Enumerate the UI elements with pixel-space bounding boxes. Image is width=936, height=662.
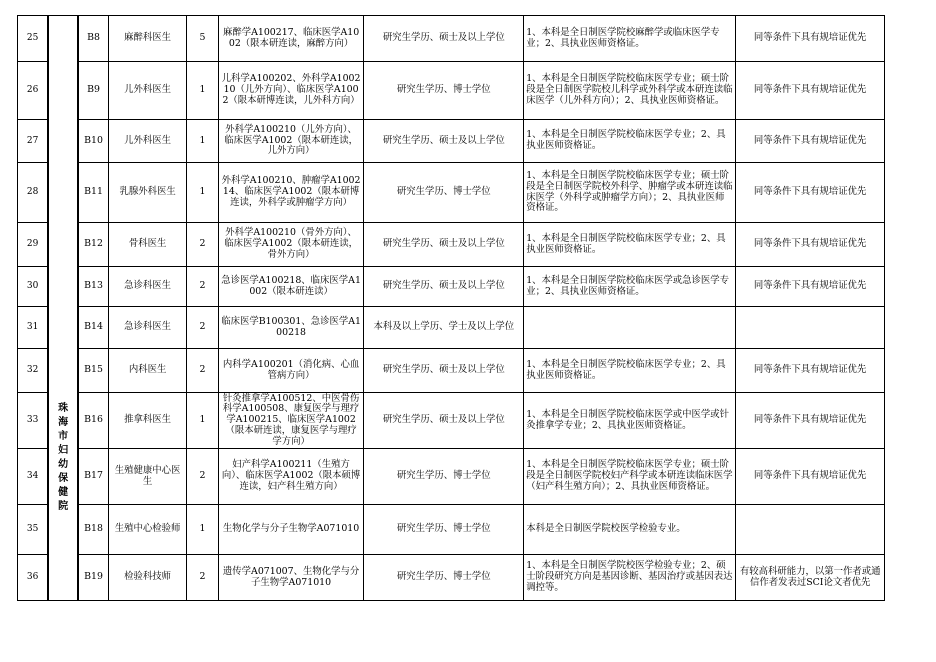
position-title: 麻醉科医生 xyxy=(109,16,187,62)
position-code: B8 xyxy=(78,16,109,62)
position-title: 内科医生 xyxy=(109,349,187,393)
other-requirement: 1、本科是全日制医学院校医学检验专业；2、硕士阶段研究方向是基因诊断、基因治疗或基因表达调控等。 xyxy=(524,555,736,601)
priority-condition: 同等条件下具有规培证优先 xyxy=(736,62,885,120)
row-number: 30 xyxy=(18,267,49,307)
priority-condition: 同等条件下具有规培证优先 xyxy=(736,449,885,505)
table-row xyxy=(18,163,885,223)
other-requirement: 1、本科是全日制医学院校临床医学或中医学或针灸推拿学专业；2、具执业医师资格证。 xyxy=(524,393,736,449)
position-code: B13 xyxy=(78,267,109,307)
major-requirement: 生物化学与分子生物学A071010 xyxy=(218,505,364,555)
unit-name-text: 珠海市妇幼保健院 xyxy=(58,403,69,512)
hire-count: 1 xyxy=(187,163,219,223)
education-requirement: 研究生学历、博士学位 xyxy=(364,62,524,120)
major-requirement: 急诊医学A100218、临床医学A1002（限本研连读） xyxy=(218,267,364,307)
priority-condition: 同等条件下具有规培证优先 xyxy=(736,267,885,307)
table-row xyxy=(18,505,885,555)
other-requirement: 1、本科是全日制医学院校临床医学专业；硕士阶段是全日制医学院校儿科学或外科学或本研连读临床医学（儿外科方向）；2、具执业医师资格证。 xyxy=(524,62,736,120)
major-requirement: 妇产科学A100211（生殖方向）、临床医学A1002（限本硕博连读，妇产科生殖方向） xyxy=(218,449,364,505)
position-title: 急诊科医生 xyxy=(109,267,187,307)
table-body xyxy=(18,16,885,601)
table-row xyxy=(18,393,885,449)
hire-count: 2 xyxy=(187,449,219,505)
education-requirement: 研究生学历、博士学位 xyxy=(364,555,524,601)
education-requirement: 研究生学历、硕士及以上学位 xyxy=(364,393,524,449)
major-requirement: 遗传学A071007、生物化学与分子生物学A071010 xyxy=(218,555,364,601)
education-requirement: 研究生学历、硕士及以上学位 xyxy=(364,223,524,267)
position-title: 生殖中心检验师 xyxy=(109,505,187,555)
priority-condition: 同等条件下具有规培证优先 xyxy=(736,120,885,163)
education-requirement: 本科及以上学历、学士及以上学位 xyxy=(364,307,524,349)
position-title: 儿外科医生 xyxy=(109,120,187,163)
position-code: B14 xyxy=(78,307,109,349)
priority-condition xyxy=(736,505,885,555)
other-requirement: 1、本科是全日制医学院校临床医学专业；2、具执业医师资格证。 xyxy=(524,120,736,163)
hire-count: 2 xyxy=(187,555,219,601)
hire-count: 1 xyxy=(187,62,219,120)
row-number: 29 xyxy=(18,223,49,267)
priority-condition xyxy=(736,307,885,349)
major-requirement: 外科学A100210（儿外方向）、临床医学A1002（限本研连读，儿外方向） xyxy=(218,120,364,163)
major-requirement: 麻醉学A100217、临床医学A1002（限本研连读，麻醉方向） xyxy=(218,16,364,62)
position-code: B12 xyxy=(78,223,109,267)
position-code: B18 xyxy=(78,505,109,555)
priority-condition: 同等条件下具有规培证优先 xyxy=(736,393,885,449)
hire-count: 1 xyxy=(187,505,219,555)
recruitment-table xyxy=(17,15,885,601)
row-number: 33 xyxy=(18,393,49,449)
position-code: B9 xyxy=(78,62,109,120)
hire-count: 2 xyxy=(187,307,219,349)
row-number: 28 xyxy=(18,163,49,223)
unit-name xyxy=(48,16,78,601)
row-number: 35 xyxy=(18,505,49,555)
table-row xyxy=(18,555,885,601)
other-requirement xyxy=(524,307,736,349)
hire-count: 1 xyxy=(187,393,219,449)
row-number: 25 xyxy=(18,16,49,62)
priority-condition: 同等条件下具有规培证优先 xyxy=(736,223,885,267)
position-title: 骨科医生 xyxy=(109,223,187,267)
row-number: 36 xyxy=(18,555,49,601)
hire-count: 5 xyxy=(187,16,219,62)
education-requirement: 研究生学历、硕士及以上学位 xyxy=(364,120,524,163)
table-row xyxy=(18,349,885,393)
other-requirement: 1、本科是全日制医学院校临床医学专业；硕士阶段是全日制医学院校妇产科学或本研连读临床医学（妇产科生殖方向）；2、具执业医师资格证。 xyxy=(524,449,736,505)
position-code: B10 xyxy=(78,120,109,163)
position-title: 乳腺外科医生 xyxy=(109,163,187,223)
table-row xyxy=(18,267,885,307)
other-requirement: 1、本科是全日制医学院校临床医学专业；硕士阶段是全日制医学院校外科学、肿瘤学或本研连读临床医学（外科学或肿瘤学方向）；2、具执业医师资格证。 xyxy=(524,163,736,223)
position-title: 推拿科医生 xyxy=(109,393,187,449)
education-requirement: 研究生学历、硕士及以上学位 xyxy=(364,267,524,307)
table-row xyxy=(18,16,885,62)
row-number: 31 xyxy=(18,307,49,349)
row-number: 34 xyxy=(18,449,49,505)
position-title: 儿外科医生 xyxy=(109,62,187,120)
major-requirement: 外科学A100210（骨外方向）、临床医学A1002（限本研连读，骨外方向） xyxy=(218,223,364,267)
position-title: 急诊科医生 xyxy=(109,307,187,349)
table-row xyxy=(18,307,885,349)
position-code: B19 xyxy=(78,555,109,601)
priority-condition: 同等条件下具有规培证优先 xyxy=(736,16,885,62)
major-requirement: 针灸推拿学A100512、中医骨伤科学A100508、康复医学与理疗学A100215、临床医学A1002（限本研连读，康复医学与理疗学方向） xyxy=(218,393,364,449)
hire-count: 2 xyxy=(187,349,219,393)
position-title: 检验科技师 xyxy=(109,555,187,601)
education-requirement: 研究生学历、硕士及以上学位 xyxy=(364,349,524,393)
position-code: B11 xyxy=(78,163,109,223)
priority-condition: 同等条件下具有规培证优先 xyxy=(736,349,885,393)
education-requirement: 研究生学历、博士学位 xyxy=(364,505,524,555)
row-number: 27 xyxy=(18,120,49,163)
other-requirement: 1、本科是全日制医学院校临床医学专业；2、具执业医师资格证。 xyxy=(524,349,736,393)
position-title: 生殖健康中心医生 xyxy=(109,449,187,505)
table-row xyxy=(18,223,885,267)
row-number: 26 xyxy=(18,62,49,120)
priority-condition: 有较高科研能力，以第一作者或通信作者发表过SCI论文者优先 xyxy=(736,555,885,601)
position-code: B15 xyxy=(78,349,109,393)
row-number: 32 xyxy=(18,349,49,393)
position-code: B16 xyxy=(78,393,109,449)
other-requirement: 1、本科是全日制医学院校麻醉学或临床医学专业；2、具执业医师资格证。 xyxy=(524,16,736,62)
hire-count: 2 xyxy=(187,223,219,267)
table-row xyxy=(18,62,885,120)
major-requirement: 儿科学A100202、外科学A100210（儿外方向）、临床医学A1002（限本研博连读，儿外科方向） xyxy=(218,62,364,120)
education-requirement: 研究生学历、博士学位 xyxy=(364,163,524,223)
education-requirement: 研究生学历、硕士及以上学位 xyxy=(364,16,524,62)
major-requirement: 临床医学B100301、急诊医学A100218 xyxy=(218,307,364,349)
major-requirement: 内科学A100201（消化病、心血管病方向） xyxy=(218,349,364,393)
position-code: B17 xyxy=(78,449,109,505)
table-row xyxy=(18,120,885,163)
other-requirement: 1、本科是全日制医学院校临床医学专业；2、具执业医师资格证。 xyxy=(524,223,736,267)
hire-count: 2 xyxy=(187,267,219,307)
other-requirement: 本科是全日制医学院校医学检验专业。 xyxy=(524,505,736,555)
table-row xyxy=(18,449,885,505)
major-requirement: 外科学A100210、肿瘤学A100214、临床医学A1002（限本研博连读，外科学或肿瘤学方向） xyxy=(218,163,364,223)
other-requirement: 1、本科是全日制医学院校临床医学或急诊医学专业；2、具执业医师资格证。 xyxy=(524,267,736,307)
hire-count: 1 xyxy=(187,120,219,163)
priority-condition: 同等条件下具有规培证优先 xyxy=(736,163,885,223)
education-requirement: 研究生学历、博士学位 xyxy=(364,449,524,505)
